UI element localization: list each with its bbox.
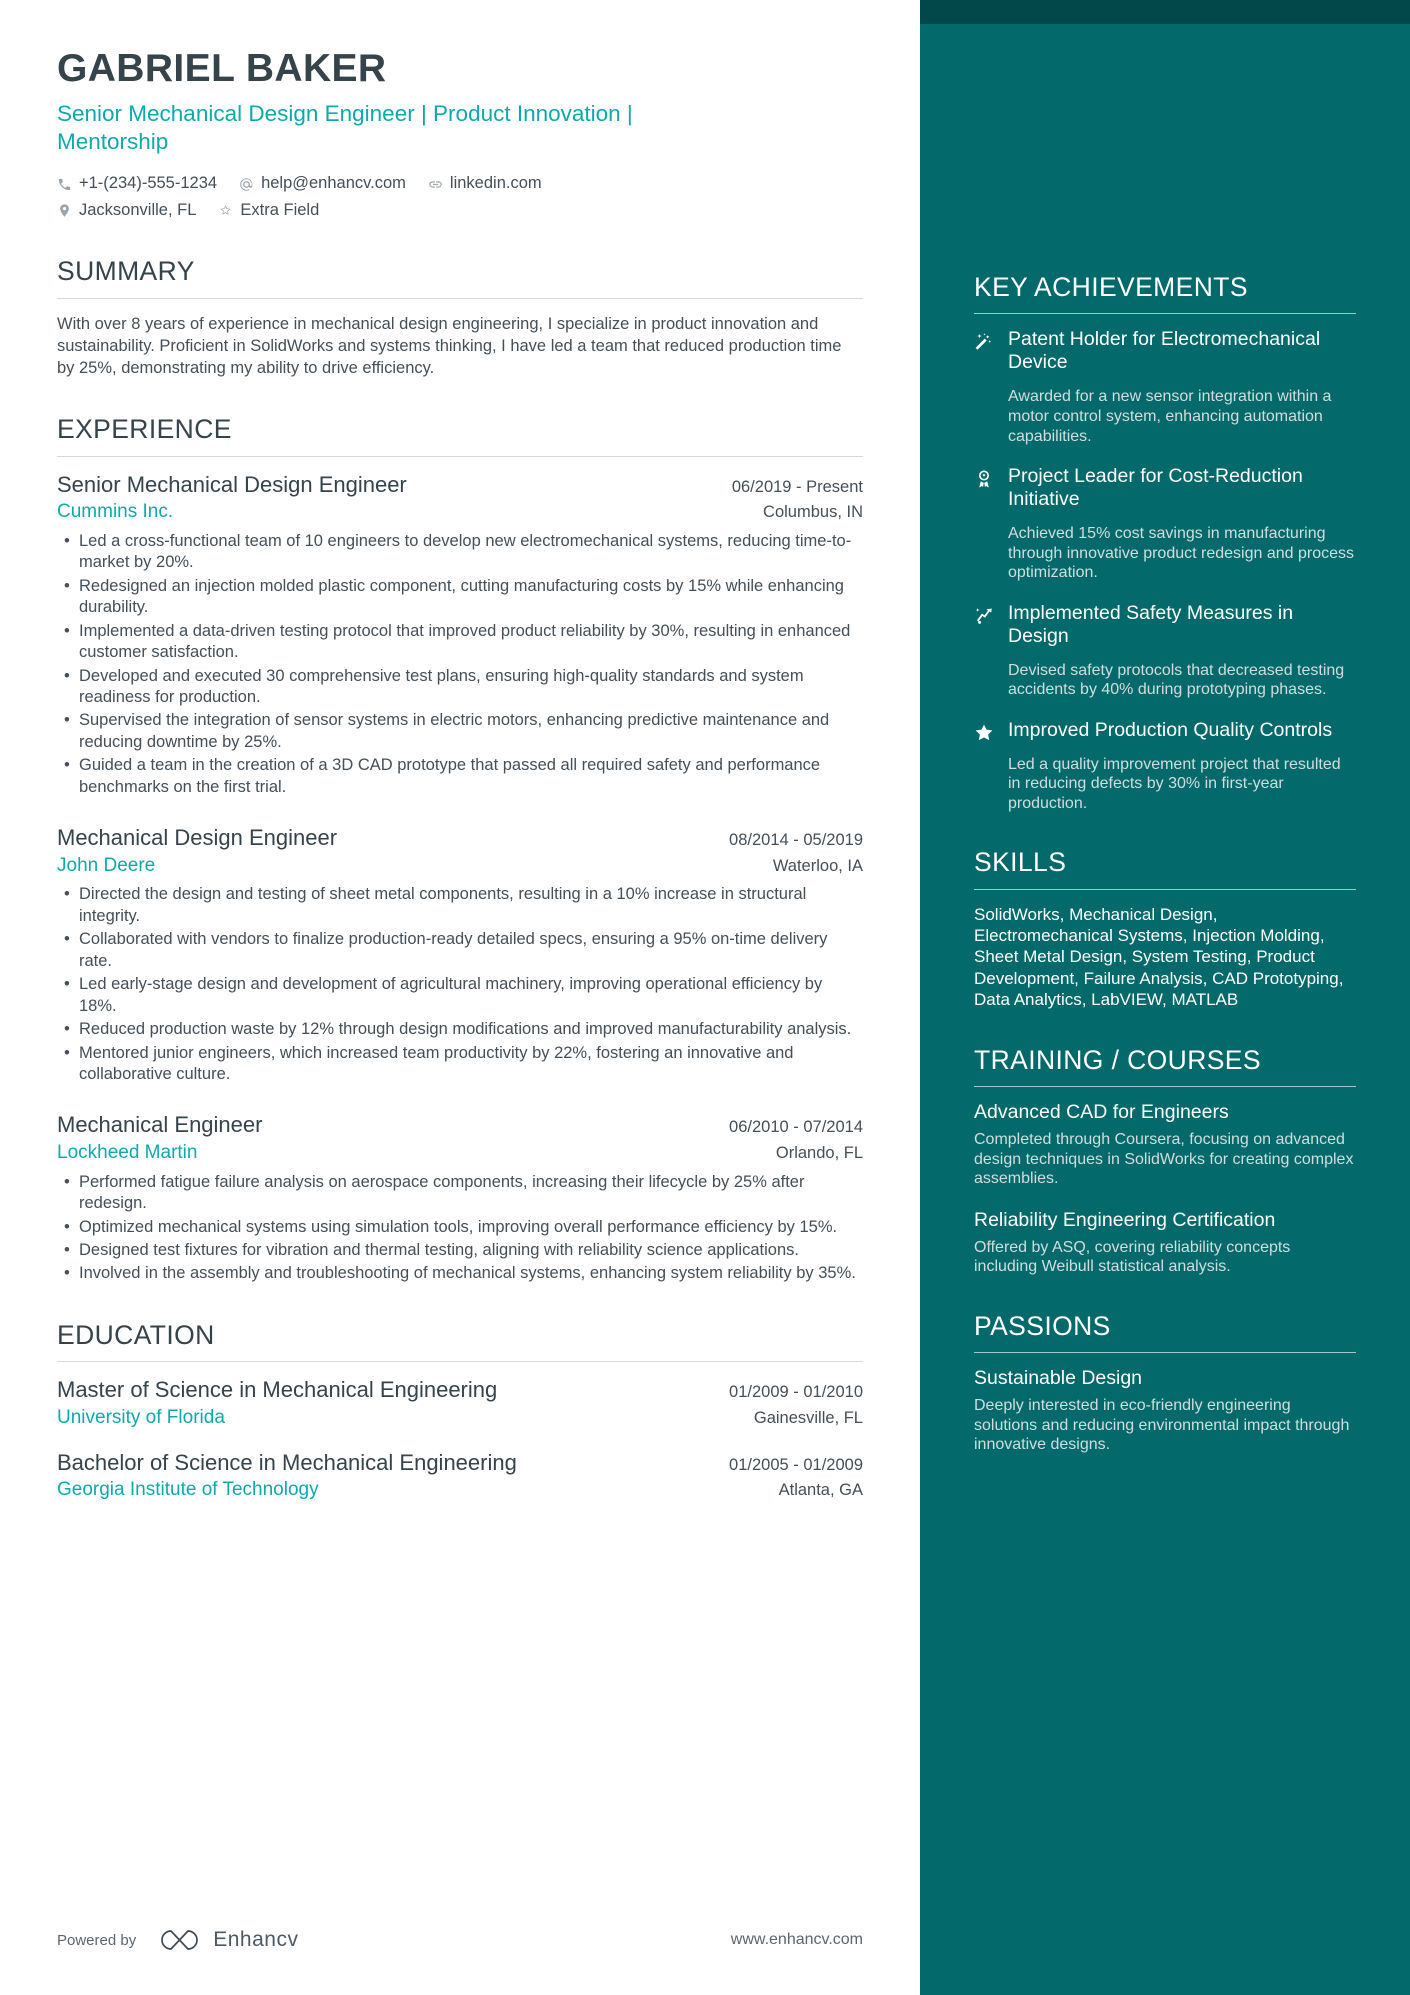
- experience-list: [57, 471, 863, 1285]
- key-achievements-divider: [974, 313, 1356, 314]
- contact-row-secondary: [57, 200, 863, 221]
- job-title: Mechanical Engineer: [57, 1112, 263, 1138]
- job-bullet: • Involved in the assembly and troubleshooting of mechanical systems, enhancing system reliability by 35%.: [57, 1263, 863, 1284]
- contact-phone[interactable]: [57, 173, 217, 194]
- contact-location-text: Jacksonville, FL: [79, 200, 197, 219]
- experience-company-row: [57, 854, 863, 879]
- sidebar: [920, 0, 1410, 1995]
- contact-email[interactable]: [239, 173, 406, 194]
- education-school-row: [57, 1406, 863, 1431]
- key-achievements-heading: KEY ACHIEVEMENTS: [974, 272, 1248, 302]
- summary-text: With over 8 years of experience in mechanical design engineering, I specialize in product innovation and sustainability. Proficient in SolidWorks and systems thinking, I have led a team that reduced production time by 25%, demonstrating my ability to drive efficiency.: [57, 314, 842, 378]
- key-achievement-body: [1008, 465, 1356, 518]
- key-achievements-list: [974, 328, 1356, 813]
- job-date: 06/2019 - Present: [731, 477, 863, 496]
- key-achievement-item: [974, 465, 1356, 518]
- enhancv-logo-icon: [158, 1927, 204, 1953]
- contact-extra-field[interactable]: [218, 200, 319, 221]
- experience-item: [57, 1111, 863, 1284]
- experience-title-row: [57, 824, 863, 853]
- passion-description: Deeply interested in eco-friendly engineering solutions and reducing environmental impact through innovative designs.: [974, 1397, 1350, 1454]
- education-school[interactable]: Georgia Institute of Technology: [57, 1479, 319, 1501]
- key-achievement-body: [1008, 719, 1356, 749]
- job-bullet: • Directed the design and testing of sheet metal components, resulting in a 10% increase in structural integrity.: [57, 884, 863, 927]
- job-title: Senior Mechanical Design Engineer: [57, 471, 407, 497]
- star-icon: [974, 719, 996, 749]
- section-key-achievements: [974, 272, 1356, 813]
- job-bullet-list: [57, 531, 863, 798]
- job-bullet: • Led early-stage design and development of agricultural machinery, improving operational efficiency by 18%.: [57, 974, 863, 1017]
- key-achievement-title: Patent Holder for Electromechanical Device: [1008, 328, 1321, 374]
- location-icon: [57, 203, 72, 218]
- job-bullet-list: [57, 1172, 863, 1285]
- key-achievement-body: [1008, 328, 1356, 381]
- job-location: Columbus, IN: [763, 503, 863, 522]
- footer-url: www.enhancv.com: [730, 1931, 863, 1948]
- education-degree-row: [57, 1376, 863, 1405]
- education-divider: [57, 1361, 863, 1362]
- job-bullet: • Designed test fixtures for vibration and thermal testing, aligning with reliability science applications.: [57, 1240, 863, 1261]
- job-bullet: • Redesigned an injection molded plastic component, cutting manufacturing costs by 15% while enhancing durability.: [57, 576, 863, 619]
- key-achievement-description: Led a quality improvement project that resulted in reducing defects by 30% in first-year production.: [1008, 755, 1341, 812]
- summary-heading: SUMMARY: [57, 256, 195, 287]
- job-bullet: • Guided a team in the creation of a 3D CAD prototype that passed all required safety and performance benchmarks on the first trial.: [57, 755, 863, 798]
- star-icon: [218, 203, 233, 218]
- experience-heading: EXPERIENCE: [57, 414, 232, 445]
- job-bullet: • Reduced production waste by 12% through design modifications and improved manufacturability analysis.: [57, 1019, 863, 1040]
- skills-heading: SKILLS: [974, 847, 1067, 878]
- job-company[interactable]: John Deere: [57, 854, 156, 876]
- job-bullet: • Optimized mechanical systems using simulation tools, improving overall performance efficiency by 15%.: [57, 1217, 863, 1238]
- job-bullet: • Mentored junior engineers, which increased team productivity by 22%, fostering an innovative and collaborative culture.: [57, 1043, 863, 1086]
- key-achievement-title: Implemented Safety Measures in Design: [1008, 601, 1294, 647]
- training-title: Reliability Engineering Certification: [974, 1208, 1276, 1231]
- section-passions: [974, 1311, 1356, 1455]
- training-heading: TRAINING / COURSES: [974, 1044, 1261, 1075]
- enhancv-brand-name: Enhancv: [213, 1928, 299, 1951]
- contact-linkedin[interactable]: [428, 173, 542, 194]
- email-icon: [239, 177, 254, 192]
- job-bullet: • Implemented a data-driven testing protocol that improved product reliability by 30%, resulting in enhanced customer satisfaction.: [57, 621, 863, 664]
- section-experience: [57, 414, 863, 1285]
- job-bullet-list: [57, 884, 863, 1085]
- contact-extra-field-text: Extra Field: [240, 200, 320, 219]
- training-description: Offered by ASQ, covering reliability concepts including Weibull statistical analysis.: [974, 1238, 1291, 1276]
- education-school-row: [57, 1478, 863, 1503]
- section-training: [974, 1045, 1356, 1277]
- experience-title-row: [57, 471, 863, 500]
- passion-title: Sustainable Design: [974, 1367, 1143, 1390]
- candidate-name: GABRIEL BAKER: [57, 47, 387, 90]
- education-school[interactable]: University of Florida: [57, 1406, 225, 1428]
- contact-location[interactable]: [57, 200, 196, 221]
- candidate-headline: Senior Mechanical Design Engineer | Product Innovation | Mentorship: [57, 100, 633, 155]
- education-location: Gainesville, FL: [753, 1408, 863, 1427]
- education-list: [57, 1376, 863, 1503]
- key-achievement-title: Improved Production Quality Controls: [1008, 718, 1333, 741]
- magic-wand-icon: [974, 328, 996, 381]
- education-degree-row: [57, 1449, 863, 1478]
- passion-item: [974, 1367, 1356, 1455]
- passions-heading: PASSIONS: [974, 1310, 1111, 1341]
- training-list: [974, 1101, 1356, 1277]
- skills-divider: [974, 889, 1356, 890]
- contact-row-primary: [57, 173, 863, 194]
- job-bullet: • Supervised the integration of sensor systems in electric motors, enhancing predictive maintenance and reducing downtime by 25%.: [57, 710, 863, 753]
- phone-icon: [57, 177, 72, 192]
- education-date: 01/2009 - 01/2010: [729, 1383, 863, 1402]
- award-medal-icon: [974, 465, 996, 518]
- job-date: 06/2010 - 07/2014: [729, 1118, 863, 1137]
- footer: [57, 1927, 863, 1953]
- contact-email-text: help@enhancv.com: [261, 174, 406, 193]
- experience-company-row: [57, 500, 863, 525]
- key-achievement-description: Awarded for a new sensor integration within a motor control system, enhancing automation capabilities.: [1008, 388, 1332, 445]
- sidebar-top-strip: [920, 0, 1410, 24]
- training-item: [974, 1209, 1356, 1277]
- education-item: [57, 1376, 863, 1430]
- section-summary: [57, 256, 863, 379]
- education-location: Atlanta, GA: [778, 1481, 863, 1500]
- section-skills: [974, 847, 1356, 1011]
- job-location: Waterloo, IA: [772, 856, 863, 875]
- job-company[interactable]: Lockheed Martin: [57, 1141, 198, 1163]
- job-date: 08/2014 - 05/2019: [729, 831, 863, 850]
- job-bullet: • Collaborated with vendors to finalize production-ready detailed specs, ensuring a 95% on-time delivery rate.: [57, 929, 863, 972]
- key-achievement-item: [974, 602, 1356, 655]
- key-achievement-item: [974, 328, 1356, 381]
- job-location: Orlando, FL: [775, 1143, 863, 1162]
- job-bullet: • Performed fatigue failure analysis on aerospace components, increasing their lifecycle by 25% after redesign.: [57, 1172, 863, 1215]
- trending-arrow-icon: [974, 602, 996, 655]
- key-achievement-title: Project Leader for Cost-Reduction Initiative: [1008, 465, 1303, 511]
- experience-divider: [57, 456, 863, 457]
- passions-list: [974, 1367, 1356, 1455]
- training-description: Completed through Coursera, focusing on advanced design techniques in SolidWorks for creating complex assemblies.: [974, 1131, 1354, 1188]
- job-bullet: • Developed and executed 30 comprehensive test plans, ensuring high-quality standards and system readiness for production.: [57, 666, 863, 709]
- powered-by-label: Powered by: [57, 1931, 137, 1949]
- key-achievement-body: [1008, 602, 1356, 655]
- education-degree: Master of Science in Mechanical Engineering: [57, 1377, 498, 1403]
- job-bullet: • Led a cross-functional team of 10 engineers to develop new electromechanical systems, reducing time-to-market by 20%.: [57, 531, 863, 574]
- key-achievement-description: Devised safety protocols that decreased testing accidents by 40% during prototyping phases.: [1008, 661, 1345, 699]
- education-degree: Bachelor of Science in Mechanical Engineering: [57, 1449, 517, 1475]
- key-achievement-description: Achieved 15% cost savings in manufacturing through innovative product redesign and process optimization.: [1008, 525, 1354, 582]
- job-title: Mechanical Design Engineer: [57, 825, 338, 851]
- contact-phone-text: +1-(234)-555-1234: [79, 174, 218, 193]
- training-title: Advanced CAD for Engineers: [974, 1101, 1229, 1124]
- link-icon: [428, 177, 443, 192]
- job-company[interactable]: Cummins Inc.: [57, 501, 174, 523]
- training-divider: [974, 1086, 1356, 1087]
- education-heading: EDUCATION: [57, 1319, 215, 1350]
- section-education: [57, 1320, 863, 1503]
- education-item: [57, 1449, 863, 1503]
- passions-divider: [974, 1352, 1356, 1353]
- experience-item: [57, 471, 863, 799]
- enhancv-brand: [158, 1927, 298, 1953]
- experience-item: [57, 824, 863, 1085]
- skills-text: SolidWorks, Mechanical Design, Electromechanical Systems, Injection Molding, Sheet Metal Design, System Testing, Product Development, Failure Analysis, CAD Prototyping, Data Analytics, LabVIEW, MATLAB: [974, 904, 1344, 1010]
- training-item: [974, 1101, 1356, 1189]
- key-achievement-item: [974, 719, 1356, 749]
- summary-divider: [57, 298, 863, 299]
- education-date: 01/2005 - 01/2009: [729, 1455, 863, 1474]
- experience-company-row: [57, 1141, 863, 1166]
- experience-title-row: [57, 1111, 863, 1140]
- contact-linkedin-text: linkedin.com: [449, 174, 542, 193]
- contact-info: [57, 173, 863, 221]
